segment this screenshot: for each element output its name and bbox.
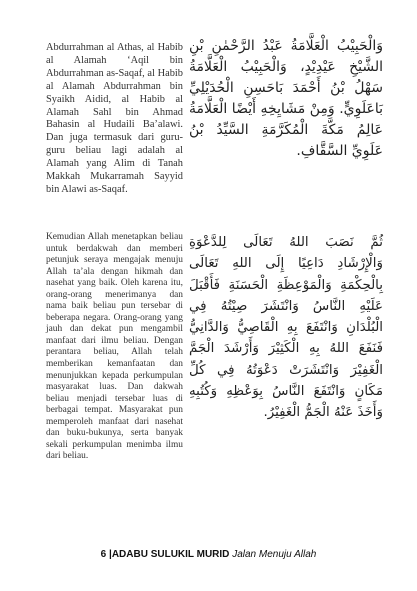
indonesian-paragraph-1: Abdurrahman al Athas, al Habib al Alamah ‘Aqil bin Abdurrahman as-Saqaf, al Habib al Alamah Abdurrahman bin Syaikh Aidid, al Habib al Alamah Sahl bin Ahmad Bahasin al Hudaili Ba’alawi. Dan juga termasuk dari guru-guru beliau lagi adalah al Alamah yang Alim di Tanah Makkah Mukarramah Sayyid bin Alawi as-Saqaf.	[46, 42, 183, 195]
indonesian-paragraph-2: Kemudian Allah menetapkan beliau untuk berdakwah dan memberi petunjuk seraya mengajak menuju Allah ta’ala dengan hikmah dan nasehat yang baik. Oleh karena itu, orang-orang menerimanya dan nama baik beliau pun tersebar di beberapa negara. Orang-orang yang jauh dan dekat pun mengambil manfaat dari ilmu beliau. Dengan perantara beliau, Allah telah memberikan kemanfaatan dan menunjukkan kepada perkumpulan masyarakat luas. Dan dakwah beliau menjadi tersebar luas di berbagai tempat. Masyarakat pun memperoleh manfaat dari nasehat dan buku-bukunya, serta banyak sekali perkumpulan menimba ilmu dari beliau.	[46, 232, 183, 462]
book-subtitle: Jalan Menuju Allah	[232, 549, 317, 560]
page-footer	[0, 549, 417, 560]
book-title: ADABU SULUKIL MURID	[111, 549, 230, 560]
arabic-paragraph-1: وَالْحَبِيْبُ الْعَلَّامَةُ عَبْدُ الرَّحْمٰنِ بْنِ الشَّيْخِ عَيْدِيْدٍ، وَالْحَبِيْبُ الْعَلَّامَةُ سَهْلُ بْنُ أَحْمَدَ بَاحَسِنِ الْحُدَيْلِيِّ بَاعَلَوِيٍّ. وَمِنْ مَشَايِخِهِ أَيْضًا الْعَلَّامَةُ عَالِمُ مَكَّةَ الْمُكَرَّمَةِ السَّيِّدُ بْنُ عَلَوِيِّ السَّقَّافِ.	[189, 38, 383, 159]
arabic-paragraph-2: ثُمَّ نَصَبَ اللهُ تَعَالَى لِلدَّعْوَةِ وَالْإِرْشَادِ دَاعِيًا إِلَى اللهِ تَعَالَى بِالْحِكْمَةِ وَالْمَوْعِظَةِ الْحَسَنَةِ فَأَقْبَلَ عَلَيْهِ النَّاسُ وَانْتَشَرَ صِيْتُهُ فِي الْبُلْدَانِ وَانْتَفَعَ بِهِ الْقَاصِيُّ وَالدَّانِيُّ فَنَفَعَ اللهُ بِهِ الْكَثِيْرَ وَأَرْشَدَ الْجَمَّ الْغَفِيْرَ وَانْتَشَرَتْ دَعْوَتُهُ فِي كُلِّ مَكَانٍ وَانْتَفَعَ النَّاسُ بِوَعْظِهِ وَكُتُبِهِ وَأَخَذَ عَنْهُ الْجَمُّ الْغَفِيْرُ.	[189, 235, 383, 421]
page-number: 6	[100, 549, 107, 560]
footer-separator: |	[109, 549, 112, 560]
